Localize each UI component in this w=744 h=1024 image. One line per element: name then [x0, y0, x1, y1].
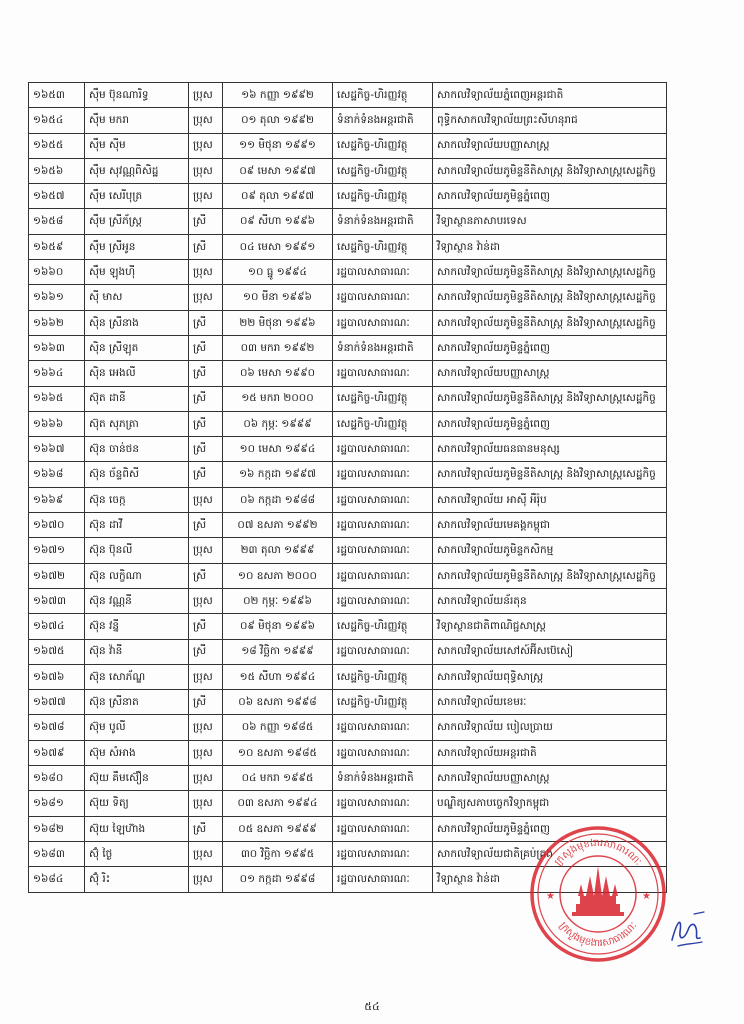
row-number: ១៦៧៦	[29, 664, 85, 689]
candidate-sex: ស្រី	[189, 209, 223, 234]
table-row	[29, 108, 667, 133]
candidate-name: ស៊ុំ រិះ	[85, 867, 189, 892]
candidate-sex: ស្រី	[189, 437, 223, 462]
row-number: ១៦៧៨	[29, 715, 85, 740]
candidate-sex: ស្រី	[189, 816, 223, 841]
candidate-institution: វិទ្យាស្ថានភាសាបរទេស	[433, 209, 667, 234]
table-row	[29, 411, 667, 436]
candidate-sex: ប្រុស	[189, 841, 223, 866]
candidate-sex: ស្រី	[189, 614, 223, 639]
candidate-birth-date: ២២ មិថុនា ១៩៩៦	[223, 310, 333, 335]
candidate-institution: សាកលវិទ្យាល័យបញ្ញាសាស្ត្រ	[433, 361, 667, 386]
candidate-sex: ប្រុស	[189, 740, 223, 765]
candidate-institution: វិទ្យាស្ថានជាតិពាណិជ្ជសាស្ត្រ	[433, 614, 667, 639]
row-number: ១៦៥៣	[29, 83, 85, 108]
table-row	[29, 234, 667, 259]
candidate-birth-date: ៣០ វិច្ឆិកា ១៩៩៥	[223, 841, 333, 866]
candidate-birth-date: ០៦ កក្កដា ១៩៨៨	[223, 487, 333, 512]
candidate-institution: សាកលវិទ្យាល័យបញ្ញាសាស្ត្រ	[433, 133, 667, 158]
candidate-name: ស៊ិន ស្រីនាង	[85, 310, 189, 335]
candidate-birth-date: ០៦ កញ្ញា ១៩៨៥	[223, 715, 333, 740]
candidate-field: រដ្ឋបាលសាធារណៈ	[333, 588, 433, 613]
candidate-institution: សាកលវិទ្យាល័យភូមិន្ទនីតិសាស្ត្រ និងវិទ្យាសាស្ត្រសេដ្ឋកិច្ច	[433, 462, 667, 487]
official-seal	[528, 824, 668, 964]
candidate-field: ទំនាក់ទំនងអន្តរជាតិ	[333, 766, 433, 791]
row-number: ១៦៧៧	[29, 690, 85, 715]
table-row	[29, 614, 667, 639]
temple-emblem-icon	[572, 866, 624, 916]
candidate-institution: វិទ្យាស្ថាន វ៉ាន់ដា	[433, 867, 667, 892]
candidate-birth-date: ០១ កក្កដា ១៩៩៨	[223, 867, 333, 892]
candidate-name: ស៊ុយ ឡៃហ៊ាង	[85, 816, 189, 841]
row-number: ១៦៧៣	[29, 588, 85, 613]
table-row	[29, 563, 667, 588]
candidate-name: ស៊ុន វណ្ណនី	[85, 588, 189, 613]
candidate-birth-date: ១៥ សីហា ១៩៩៤	[223, 664, 333, 689]
candidate-birth-date: ០៦ ឧសភា ១៩៩៨	[223, 690, 333, 715]
candidate-birth-date: ១០ មីនា ១៩៩៦	[223, 285, 333, 310]
row-number: ១៦៨៣	[29, 841, 85, 866]
candidate-field: សេដ្ឋកិច្ច-ហិរញ្ញវត្ថុ	[333, 664, 433, 689]
table-row	[29, 715, 667, 740]
row-number: ១៦៨២	[29, 816, 85, 841]
candidate-institution: សាកលវិទ្យាល័យមេគង្គកម្ពុជា	[433, 513, 667, 538]
candidate-birth-date: ០៤ មេសា ១៩៩១	[223, 234, 333, 259]
seal-bottom-text: ក្រសួងមុខងារសាធារណៈ	[556, 920, 640, 950]
table-row	[29, 588, 667, 613]
candidate-name: ស៊ិន អេងលី	[85, 361, 189, 386]
candidate-sex: ប្រុស	[189, 133, 223, 158]
candidate-field: រដ្ឋបាលសាធារណៈ	[333, 285, 433, 310]
candidate-birth-date: ២៣ តុលា ១៩៩៩	[223, 538, 333, 563]
candidate-sex: ស្រី	[189, 310, 223, 335]
table-row	[29, 740, 667, 765]
candidate-field: សេដ្ឋកិច្ច-ហិរញ្ញវត្ថុ	[333, 184, 433, 209]
seal-top-text: ក្រសួងមុខងារសាធារណៈ	[552, 837, 644, 869]
candidate-birth-date: ១០ ឧសភា ២០០០	[223, 563, 333, 588]
candidate-field: រដ្ឋបាលសាធារណៈ	[333, 841, 433, 866]
candidate-name: ស៊ី មាស	[85, 285, 189, 310]
candidate-institution: សាកលវិទ្យាល័យ បៀលប្រាយ	[433, 715, 667, 740]
candidate-field: រដ្ឋបាលសាធារណៈ	[333, 639, 433, 664]
page-number: ៥៤	[364, 1000, 380, 1013]
candidate-institution: សាកលវិទ្យាល័យភូមិន្ទនីតិសាស្ត្រ និងវិទ្យាសាស្ត្រសេដ្ឋកិច្ច	[433, 285, 667, 310]
table-row	[29, 690, 667, 715]
candidate-institution: សាកលវិទ្យាល័យជាតិគ្រប់គ្រង	[433, 841, 667, 866]
candidate-name: ស៊ុន ដាវី	[85, 513, 189, 538]
candidate-name: ស៊ឹម ស្រីអូន	[85, 234, 189, 259]
candidate-sex: ស្រី	[189, 386, 223, 411]
candidate-field: រដ្ឋបាលសាធារណៈ	[333, 791, 433, 816]
row-number: ១៦៦៦	[29, 411, 85, 436]
row-number: ១៦៦១	[29, 285, 85, 310]
candidate-field: សេដ្ឋកិច្ច-ហិរញ្ញវត្ថុ	[333, 234, 433, 259]
candidate-birth-date: ០៧ ឧសភា ១៩៩២	[223, 513, 333, 538]
candidate-name: ស៊ុន សោភ័ណ្ឌ	[85, 664, 189, 689]
row-number: ១៦៥៥	[29, 133, 85, 158]
candidate-sex: ស្រី	[189, 563, 223, 588]
candidate-sex: ប្រុស	[189, 766, 223, 791]
candidate-birth-date: ១១ មិថុនា ១៩៩១	[223, 133, 333, 158]
candidate-birth-date: ០៩ សីហា ១៩៩៦	[223, 209, 333, 234]
candidate-name: ស៊ុន លក្ខិណា	[85, 563, 189, 588]
candidate-birth-date: ១៦ កក្កដា ១៩៩៧	[223, 462, 333, 487]
candidate-field: ទំនាក់ទំនងអន្តរជាតិ	[333, 209, 433, 234]
candidate-institution: សាកលវិទ្យាល័យ អាស៊ី អឺរ៉ុប	[433, 487, 667, 512]
candidate-name: ស៊ុត សុភត្រា	[85, 411, 189, 436]
row-number: ១៦៨៤	[29, 867, 85, 892]
candidate-name: ស៊ឹម សុវណ្ណពិសិដ្ឋ	[85, 158, 189, 183]
table-row	[29, 766, 667, 791]
table-row	[29, 285, 667, 310]
candidate-institution: សាកលវិទ្យាល័យភូមិន្ទកសិកម្ម	[433, 538, 667, 563]
candidate-name: ស៊ុន ប៊ុនលី	[85, 538, 189, 563]
row-number: ១៦៨១	[29, 791, 85, 816]
svg-text:★: ★	[642, 891, 651, 902]
candidate-institution: សាកលវិទ្យាល័យភូមិន្ទនីតិសាស្ត្រ និងវិទ្យាសាស្ត្រសេដ្ឋកិច្ច	[433, 563, 667, 588]
row-number: ១៦៧០	[29, 513, 85, 538]
candidate-birth-date: ០៦ កុម្ភៈ ១៩៩៩	[223, 411, 333, 436]
table-row	[29, 335, 667, 360]
candidate-field: រដ្ឋបាលសាធារណៈ	[333, 513, 433, 538]
candidate-field: សេដ្ឋកិច្ច-ហិរញ្ញវត្ថុ	[333, 158, 433, 183]
table-row	[29, 310, 667, 335]
row-number: ១៦៦៤	[29, 361, 85, 386]
candidate-field: រដ្ឋបាលសាធារណៈ	[333, 563, 433, 588]
candidate-sex: ប្រុស	[189, 791, 223, 816]
candidate-sex: ស្រី	[189, 361, 223, 386]
candidate-birth-date: ០២ កុម្ភៈ ១៩៩៦	[223, 588, 333, 613]
table-row	[29, 538, 667, 563]
candidate-name: ស៊ុន ស្រីនាត	[85, 690, 189, 715]
candidate-field: រដ្ឋបាលសាធារណៈ	[333, 462, 433, 487]
row-number: ១៦៧៩	[29, 740, 85, 765]
candidate-name: ស៊ឹម ឡុងហ៊ី	[85, 260, 189, 285]
row-number: ១៦៦២	[29, 310, 85, 335]
candidate-institution: សាកលវិទ្យាល័យភូមិន្ទភ្នំពេញ	[433, 184, 667, 209]
candidate-name: ស៊ិន ស្រីឡុត	[85, 335, 189, 360]
row-number: ១៦៦០	[29, 260, 85, 285]
row-number: ១៦៥៩	[29, 234, 85, 259]
candidate-institution: ពុទ្ធិកសាកលវិទ្យាល័យព្រះសីហនុរាជ	[433, 108, 667, 133]
candidate-field: រដ្ឋបាលសាធារណៈ	[333, 487, 433, 512]
candidate-institution: សាកលវិទ្យាល័យភ្នំពេញអន្តរជាតិ	[433, 83, 667, 108]
candidate-field: រដ្ឋបាលសាធារណៈ	[333, 715, 433, 740]
candidate-birth-date: ១០ ឧសភា ១៩៨៥	[223, 740, 333, 765]
candidate-table	[28, 82, 667, 893]
row-number: ១៦៧៥	[29, 639, 85, 664]
candidate-sex: ស្រី	[189, 639, 223, 664]
candidate-field: ទំនាក់ទំនងអន្តរជាតិ	[333, 335, 433, 360]
table-row	[29, 487, 667, 512]
candidate-field: រដ្ឋបាលសាធារណៈ	[333, 310, 433, 335]
svg-text:ក្រសួងមុខងារសាធារណៈ	[557, 920, 639, 949]
candidate-institution: សាកលវិទ្យាល័យភូមិន្ទនីតិសាស្ត្រ និងវិទ្យាសាស្ត្រសេដ្ឋកិច្ច	[433, 158, 667, 183]
row-number: ១៦៥៨	[29, 209, 85, 234]
candidate-birth-date: ១០ ធ្នូ ១៩៩៤	[223, 260, 333, 285]
handwritten-signature	[668, 910, 708, 954]
candidate-sex: ប្រុស	[189, 664, 223, 689]
candidate-sex: ប្រុស	[189, 715, 223, 740]
candidate-field: រដ្ឋបាលសាធារណៈ	[333, 538, 433, 563]
candidate-birth-date: ០៩ មេសា ១៩៩៧	[223, 158, 333, 183]
candidate-field: រដ្ឋបាលសាធារណៈ	[333, 740, 433, 765]
candidate-birth-date: ០៤ មករា ១៩៩៥	[223, 766, 333, 791]
candidate-field: សេដ្ឋកិច្ច-ហិរញ្ញវត្ថុ	[333, 411, 433, 436]
candidate-birth-date: ១៥ មករា ២០០០	[223, 386, 333, 411]
candidate-birth-date: ០១ តុលា ១៩៩២	[223, 108, 333, 133]
table-row	[29, 209, 667, 234]
candidate-name: ស៊ឹម សេរីបុត្រ	[85, 184, 189, 209]
candidate-field: រដ្ឋបាលសាធារណៈ	[333, 260, 433, 285]
candidate-field: រដ្ឋបាលសាធារណៈ	[333, 816, 433, 841]
svg-text:★: ★	[546, 891, 555, 902]
candidate-name: ស៊ុត ដានី	[85, 386, 189, 411]
candidate-name: ស៊ឹម ស៊ីម	[85, 133, 189, 158]
candidate-birth-date: ០៦ មេសា ១៩៩០	[223, 361, 333, 386]
table-row	[29, 158, 667, 183]
row-number: ១៦៥៧	[29, 184, 85, 209]
candidate-field: សេដ្ឋកិច្ច-ហិរញ្ញវត្ថុ	[333, 133, 433, 158]
candidate-sex: ប្រុស	[189, 487, 223, 512]
candidate-institution: សាកលវិទ្យាល័យបញ្ញាសាស្ត្រ	[433, 766, 667, 791]
candidate-field: រដ្ឋបាលសាធារណៈ	[333, 437, 433, 462]
candidate-institution: សាកលវិទ្យាល័យធនធានមនុស្ស	[433, 437, 667, 462]
candidate-name: ស៊ុយ ទិត្យ	[85, 791, 189, 816]
candidate-field: ទំនាក់ទំនងអន្តរជាតិ	[333, 108, 433, 133]
table-row	[29, 184, 667, 209]
candidate-field: សេដ្ឋកិច្ច-ហិរញ្ញវត្ថុ	[333, 386, 433, 411]
candidate-name: ស៊ុន វ៉ានី	[85, 639, 189, 664]
candidate-institution: សាកលវិទ្យាល័យភូមិន្ទនីតិសាស្ត្រ និងវិទ្យាសាស្ត្រសេដ្ឋកិច្ច	[433, 386, 667, 411]
candidate-sex: ប្រុស	[189, 588, 223, 613]
table-row	[29, 513, 667, 538]
candidate-sex: ស្រី	[189, 462, 223, 487]
candidate-sex: ប្រុស	[189, 285, 223, 310]
table-row	[29, 791, 667, 816]
candidate-name: ស៊ឹម ស្រីភ័ស្ត្រ	[85, 209, 189, 234]
candidate-sex: ស្រី	[189, 513, 223, 538]
row-number: ១៦៦៩	[29, 487, 85, 512]
row-number: ១៦៥៤	[29, 108, 85, 133]
candidate-sex: ស្រី	[189, 234, 223, 259]
candidate-name: ស៊ុម បូលី	[85, 715, 189, 740]
candidate-sex: ប្រុស	[189, 158, 223, 183]
table-row	[29, 361, 667, 386]
row-number: ១៦៦៨	[29, 462, 85, 487]
candidate-institution: សាកលវិទ្យាល័យន័រតុន	[433, 588, 667, 613]
candidate-institution: សាកលវិទ្យាល័យសៅស៍អ៊ីសប៊េសៀ	[433, 639, 667, 664]
candidate-birth-date: ១០ មេសា ១៩៩៤	[223, 437, 333, 462]
candidate-birth-date: ១៨ វិច្ឆិកា ១៩៩៩	[223, 639, 333, 664]
row-number: ១៦៧២	[29, 563, 85, 588]
candidate-table-body	[29, 83, 667, 893]
candidate-name: ស៊ុំ ថ្ងៃ	[85, 841, 189, 866]
candidate-field: រដ្ឋបាលសាធារណៈ	[333, 867, 433, 892]
row-number: ១៦៦៥	[29, 386, 85, 411]
candidate-institution: សាកលវិទ្យាល័យភូមិន្ទនីតិសាស្ត្រ និងវិទ្យាសាស្ត្រសេដ្ឋកិច្ច	[433, 310, 667, 335]
candidate-birth-date: ០៣ ឧសភា ១៩៩៤	[223, 791, 333, 816]
candidate-field: សេដ្ឋកិច្ច-ហិរញ្ញវត្ថុ	[333, 614, 433, 639]
candidate-name: ស៊ុន ចេក្ក	[85, 487, 189, 512]
candidate-name: ស៊ឹម មករា	[85, 108, 189, 133]
candidate-sex: ស្រី	[189, 690, 223, 715]
candidate-institution: សាកលវិទ្យាល័យអន្តរជាតិ	[433, 740, 667, 765]
candidate-sex: ប្រុស	[189, 538, 223, 563]
table-row	[29, 83, 667, 108]
candidate-institution: សាកលវិទ្យាល័យភូមិន្ទនីតិសាស្ត្រ និងវិទ្យាសាស្ត្រសេដ្ឋកិច្ច	[433, 260, 667, 285]
candidate-field: សេដ្ឋកិច្ច-ហិរញ្ញវត្ថុ	[333, 83, 433, 108]
candidate-birth-date: ០៩ មិថុនា ១៩៩៦	[223, 614, 333, 639]
candidate-birth-date: ០៣ មករា ១៩៩២	[223, 335, 333, 360]
candidate-field: រដ្ឋបាលសាធារណៈ	[333, 361, 433, 386]
table-row	[29, 386, 667, 411]
row-number: ១៦៧៤	[29, 614, 85, 639]
candidate-sex: ប្រុស	[189, 108, 223, 133]
candidate-birth-date: ០៥ ឧសភា ១៩៩៩	[223, 816, 333, 841]
candidate-name: ស៊ឹម ប៊ុនណារិទ្ធ	[85, 83, 189, 108]
candidate-field: សេដ្ឋកិច្ច-ហិរញ្ញវត្ថុ	[333, 690, 433, 715]
candidate-sex: ប្រុស	[189, 184, 223, 209]
candidate-sex: ប្រុស	[189, 867, 223, 892]
table-row	[29, 639, 667, 664]
candidate-institution: សាកលវិទ្យាល័យពុទ្ធិសាស្ត្រ	[433, 664, 667, 689]
candidate-name: ស៊ុយ គឹមស៊ឿន	[85, 766, 189, 791]
table-row	[29, 133, 667, 158]
candidate-institution: សាកលវិទ្យាល័យភូមិន្ទភ្នំពេញ	[433, 411, 667, 436]
table-row	[29, 664, 667, 689]
row-number: ១៦៥៦	[29, 158, 85, 183]
candidate-name: ស៊ុន ចាន់ថន	[85, 437, 189, 462]
row-number: ១៦៦៧	[29, 437, 85, 462]
table-row	[29, 462, 667, 487]
table-row	[29, 437, 667, 462]
candidate-sex: ស្រី	[189, 411, 223, 436]
candidate-name: ស៊ុន ច័ន្ទពិសី	[85, 462, 189, 487]
row-number: ១៦៨០	[29, 766, 85, 791]
candidate-institution: បណ្ឌិត្យសភាបច្ចេកវិទ្យាកម្ពុជា	[433, 791, 667, 816]
candidate-institution: វិទ្យាស្ថាន វ៉ាន់ដា	[433, 234, 667, 259]
candidate-birth-date: ១៦ កញ្ញា ១៩៩២	[223, 83, 333, 108]
candidate-institution: សាកលវិទ្យាល័យភូមិន្ទភ្នំពេញ	[433, 335, 667, 360]
row-number: ១៦៦៣	[29, 335, 85, 360]
row-number: ១៦៧១	[29, 538, 85, 563]
candidate-institution: សាកលវិទ្យាល័យភូមិន្ទភ្នំពេញ	[433, 816, 667, 841]
candidate-birth-date: ០៩ តុលា ១៩៩៧	[223, 184, 333, 209]
table-row	[29, 260, 667, 285]
candidate-institution: សាកលវិទ្យាល័យខេមរៈ	[433, 690, 667, 715]
candidate-sex: ស្រី	[189, 335, 223, 360]
candidate-sex: ប្រុស	[189, 83, 223, 108]
candidate-name: ស៊ុន វន្នី	[85, 614, 189, 639]
candidate-sex: ប្រុស	[189, 260, 223, 285]
candidate-name: ស៊ុម សំអាង	[85, 740, 189, 765]
